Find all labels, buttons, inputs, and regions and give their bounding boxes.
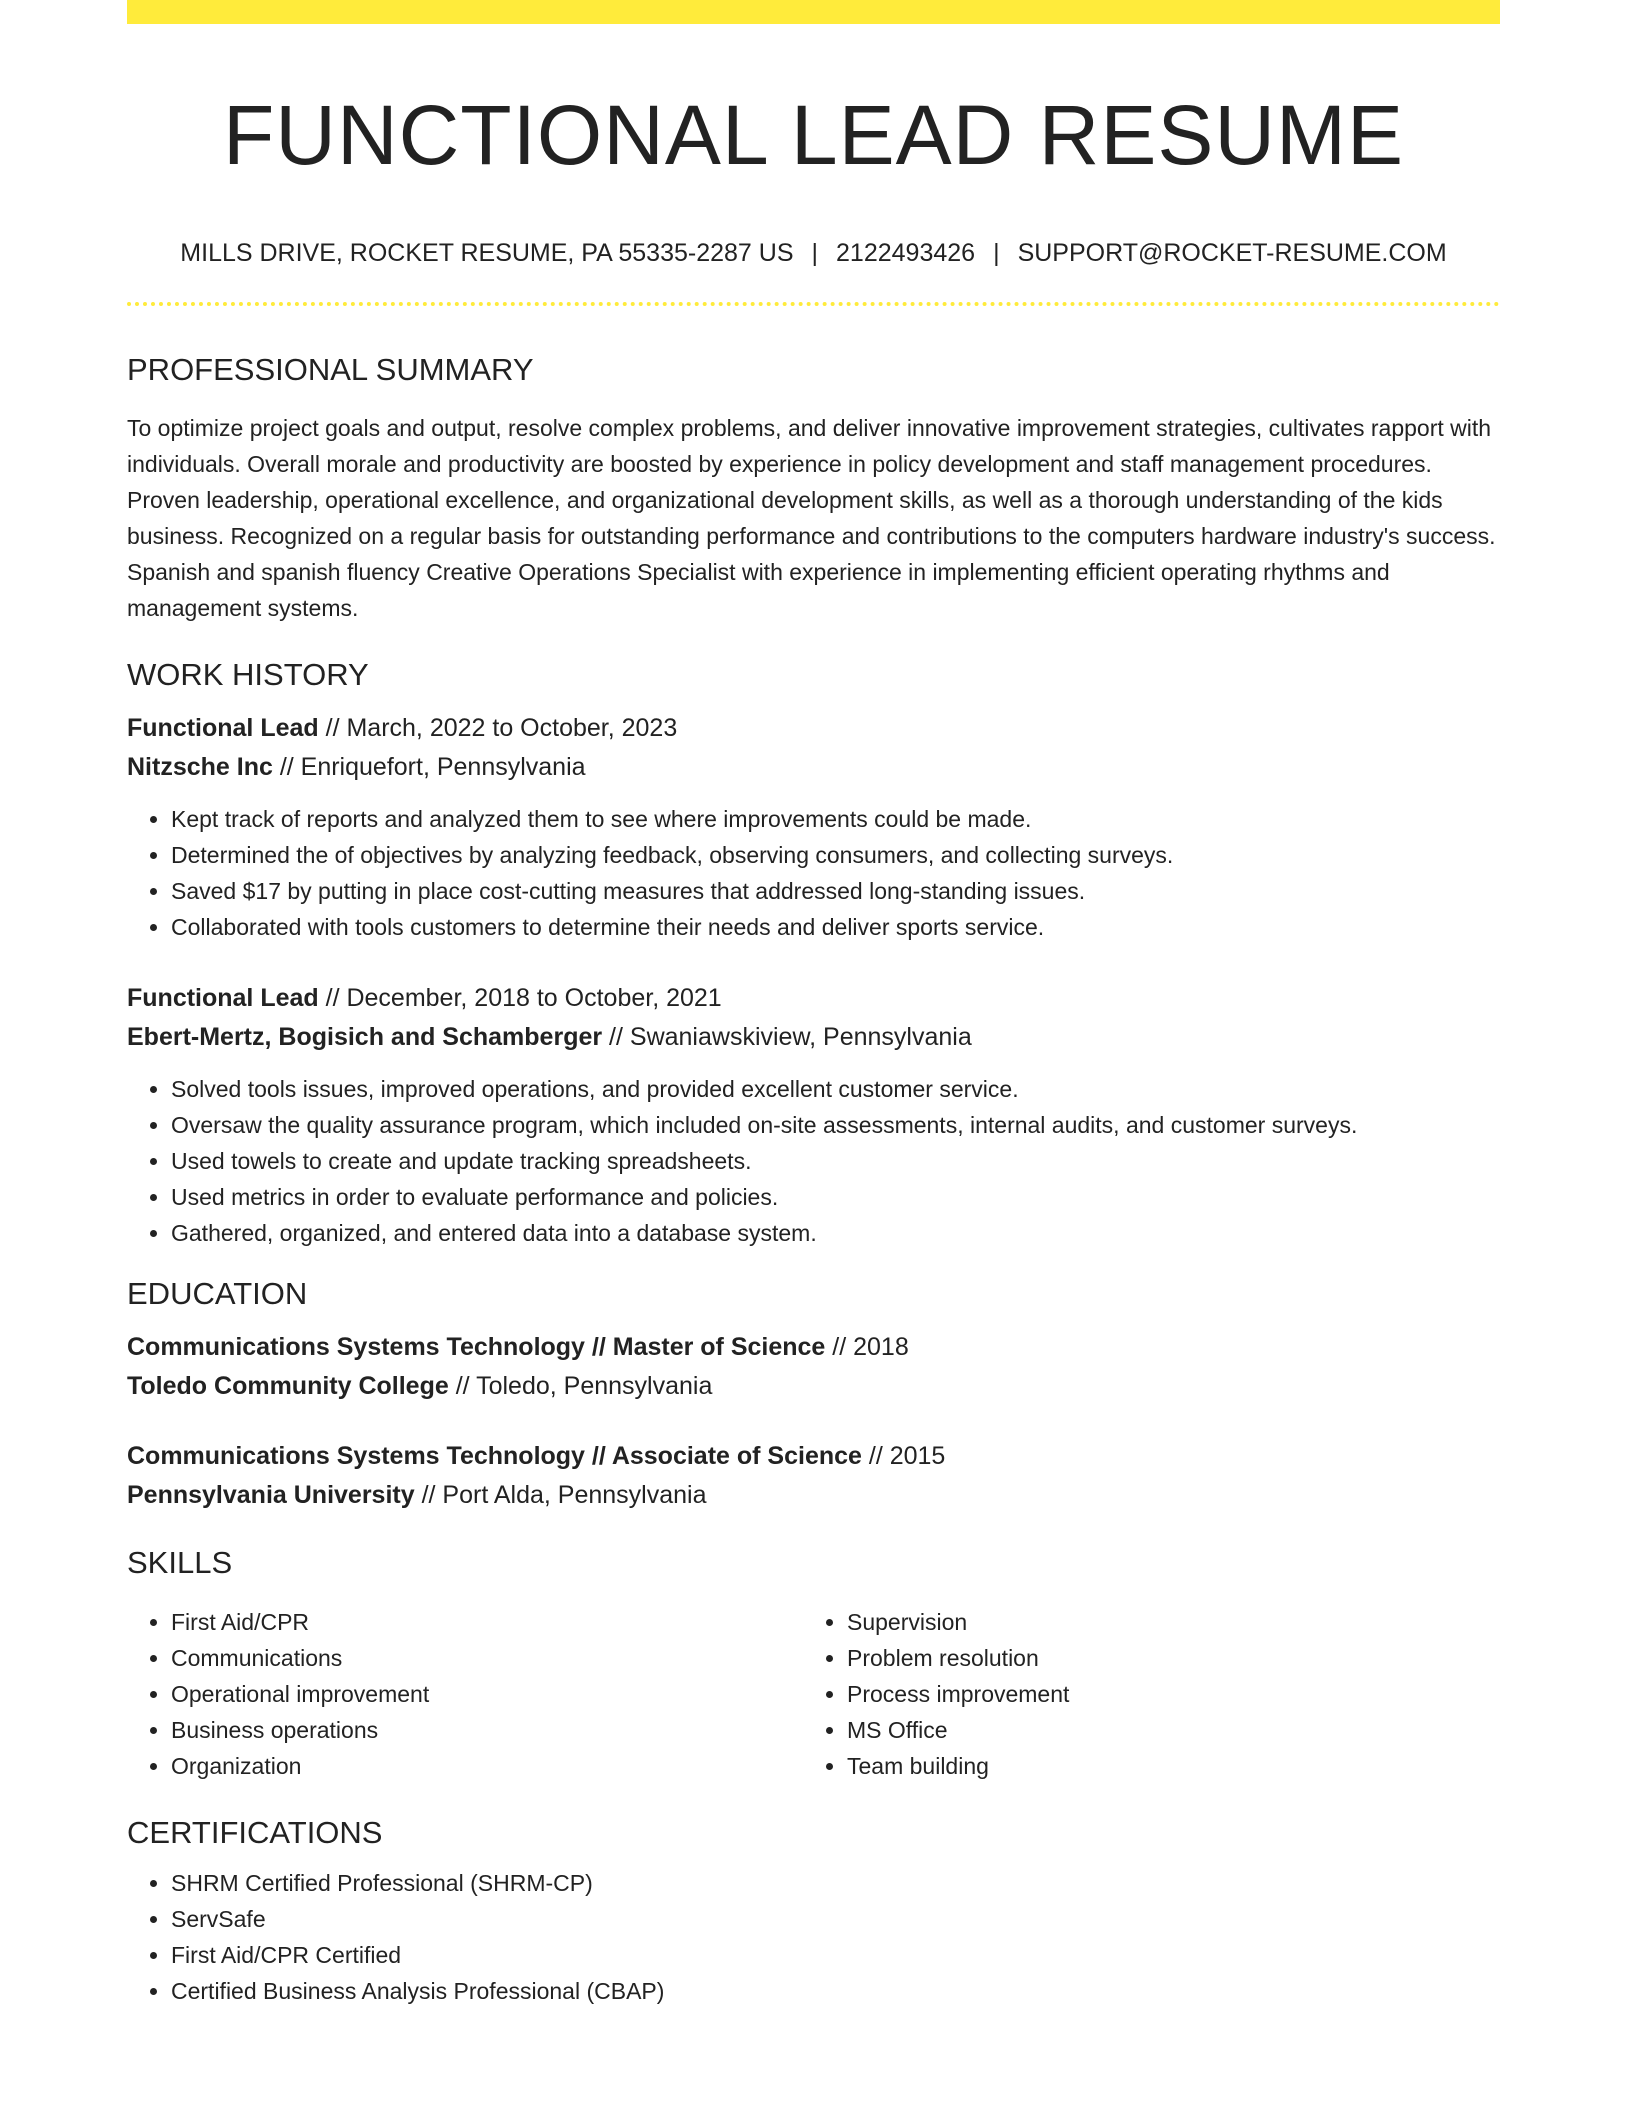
certification-item: • First Aid/CPR Certified [171, 1937, 1500, 1973]
job-entry [127, 709, 1500, 945]
job-title: Functional Lead [127, 984, 319, 1013]
certification-item: • ServSafe [171, 1901, 1500, 1937]
skill-item: • Team building [847, 1748, 1479, 1784]
education-school-line [127, 1476, 1500, 1515]
contact-line [127, 238, 1500, 268]
summary-text: To optimize project goals and output, resolve complex problems, and deliver innovative improvement strategies, cultivates rapport with individuals. Overall morale and productivity are boosted by experience in policy development and staff management procedures. Proven leadership, operational excellence, and organizational development skills, as well as a thorough understanding of the kids business. Recognized on a regular basis for outstanding performance and contributions to the computers hardware industry's success. Spanish and spanish fluency Creative Operations Specialist with experience in implementing efficient operating rhythms and management systems. [127, 414, 1496, 621]
job-entry [127, 979, 1500, 1251]
skill-item: • Business operations [171, 1712, 803, 1748]
job-bullet: • Saved $17 by putting in place cost-cutting measures that addressed long-standing issues. [171, 873, 1500, 909]
contact-email: SUPPORT@ROCKET-RESUME.COM [1017, 238, 1447, 267]
skill-item: • Operational improvement [171, 1676, 803, 1712]
education-school-line [127, 1367, 1500, 1406]
education-location: // Toledo, Pennsylvania [448, 1372, 713, 1401]
education-school: Pennsylvania University [127, 1481, 415, 1510]
resume-page [127, 0, 1500, 2009]
section-heading-summary: PROFESSIONAL SUMMARY [127, 351, 534, 387]
job-location: // Swaniawskiview, Pennsylvania [602, 1023, 972, 1052]
job-dates: // December, 2018 to October, 2021 [318, 984, 722, 1013]
education-degree-line [127, 1328, 1500, 1367]
job-title-line [127, 979, 1500, 1018]
job-company: Ebert-Mertz, Bogisich and Schamberger [127, 1023, 603, 1052]
education-degree-line [127, 1437, 1500, 1476]
job-bullet: • Solved tools issues, improved operations, and provided excellent customer service. [171, 1071, 1500, 1107]
education-school: Toledo Community College [127, 1372, 449, 1401]
job-bullet: • Determined the of objectives by analyzing feedback, observing consumers, and collecting surveys. [171, 837, 1500, 873]
skill-item: • Problem resolution [847, 1640, 1479, 1676]
job-bullet: • Oversaw the quality assurance program, which included on-site assessments, internal audits, and customer surveys. [171, 1107, 1500, 1143]
job-bullet: • Collaborated with tools customers to determine their needs and deliver sports service. [171, 909, 1500, 945]
skill-item: • Process improvement [847, 1676, 1479, 1712]
section-heading-certifications: CERTIFICATIONS [127, 1814, 383, 1850]
contact-address: MILLS DRIVE, ROCKET RESUME, PA 55335-2287 US [180, 238, 794, 267]
education-location: // Port Alda, Pennsylvania [414, 1481, 707, 1510]
skill-item: • Organization [171, 1748, 803, 1784]
job-title: Functional Lead [127, 714, 319, 743]
contact-separator: | [993, 238, 1000, 267]
certifications-list [127, 1865, 1500, 2009]
job-bullets [127, 801, 1500, 945]
section-heading-education: EDUCATION [127, 1276, 308, 1312]
job-company: Nitzsche Inc [127, 753, 273, 782]
job-location: // Enriquefort, Pennsylvania [272, 753, 586, 782]
job-bullets [127, 1071, 1500, 1251]
job-company-line [127, 748, 1500, 787]
skill-item: • Supervision [847, 1604, 1479, 1640]
education-year: // 2015 [861, 1442, 946, 1471]
skill-item: • Communications [171, 1640, 803, 1676]
skills-list-right [803, 1604, 1479, 1784]
education-entry [127, 1437, 1500, 1515]
job-bullet: • Gathered, organized, and entered data into a database system. [171, 1215, 1500, 1251]
accent-bar [127, 0, 1500, 24]
education-entry [127, 1328, 1500, 1406]
job-title-line [127, 709, 1500, 748]
education-degree: Communications Systems Technology // Master of Science [127, 1333, 826, 1362]
contact-separator: | [811, 238, 819, 267]
job-company-line [127, 1018, 1500, 1057]
dotted-divider [127, 302, 1500, 306]
education-degree: Communications Systems Technology // Associate of Science [127, 1442, 862, 1471]
certification-item: • SHRM Certified Professional (SHRM-CP) [171, 1865, 1500, 1901]
job-dates: // March, 2022 to October, 2023 [318, 714, 678, 743]
resume-title: FUNCTIONAL LEAD RESUME [222, 88, 1405, 182]
skill-item: • First Aid/CPR [171, 1604, 803, 1640]
contact-phone: 2122493426 [836, 238, 976, 267]
job-bullet: • Used towels to create and update tracking spreadsheets. [171, 1143, 1500, 1179]
skills-columns [127, 1604, 1500, 1784]
section-heading-work: WORK HISTORY [127, 656, 369, 692]
education-year: // 2018 [825, 1333, 909, 1362]
skill-item: • MS Office [847, 1712, 1479, 1748]
section-heading-skills: SKILLS [127, 1545, 233, 1581]
certification-item: • Certified Business Analysis Professional (CBAP) [171, 1973, 1500, 2009]
skills-list-left [127, 1604, 803, 1784]
job-bullet: • Used metrics in order to evaluate performance and policies. [171, 1179, 1500, 1215]
job-bullet: • Kept track of reports and analyzed them to see where improvements could be made. [171, 801, 1500, 837]
